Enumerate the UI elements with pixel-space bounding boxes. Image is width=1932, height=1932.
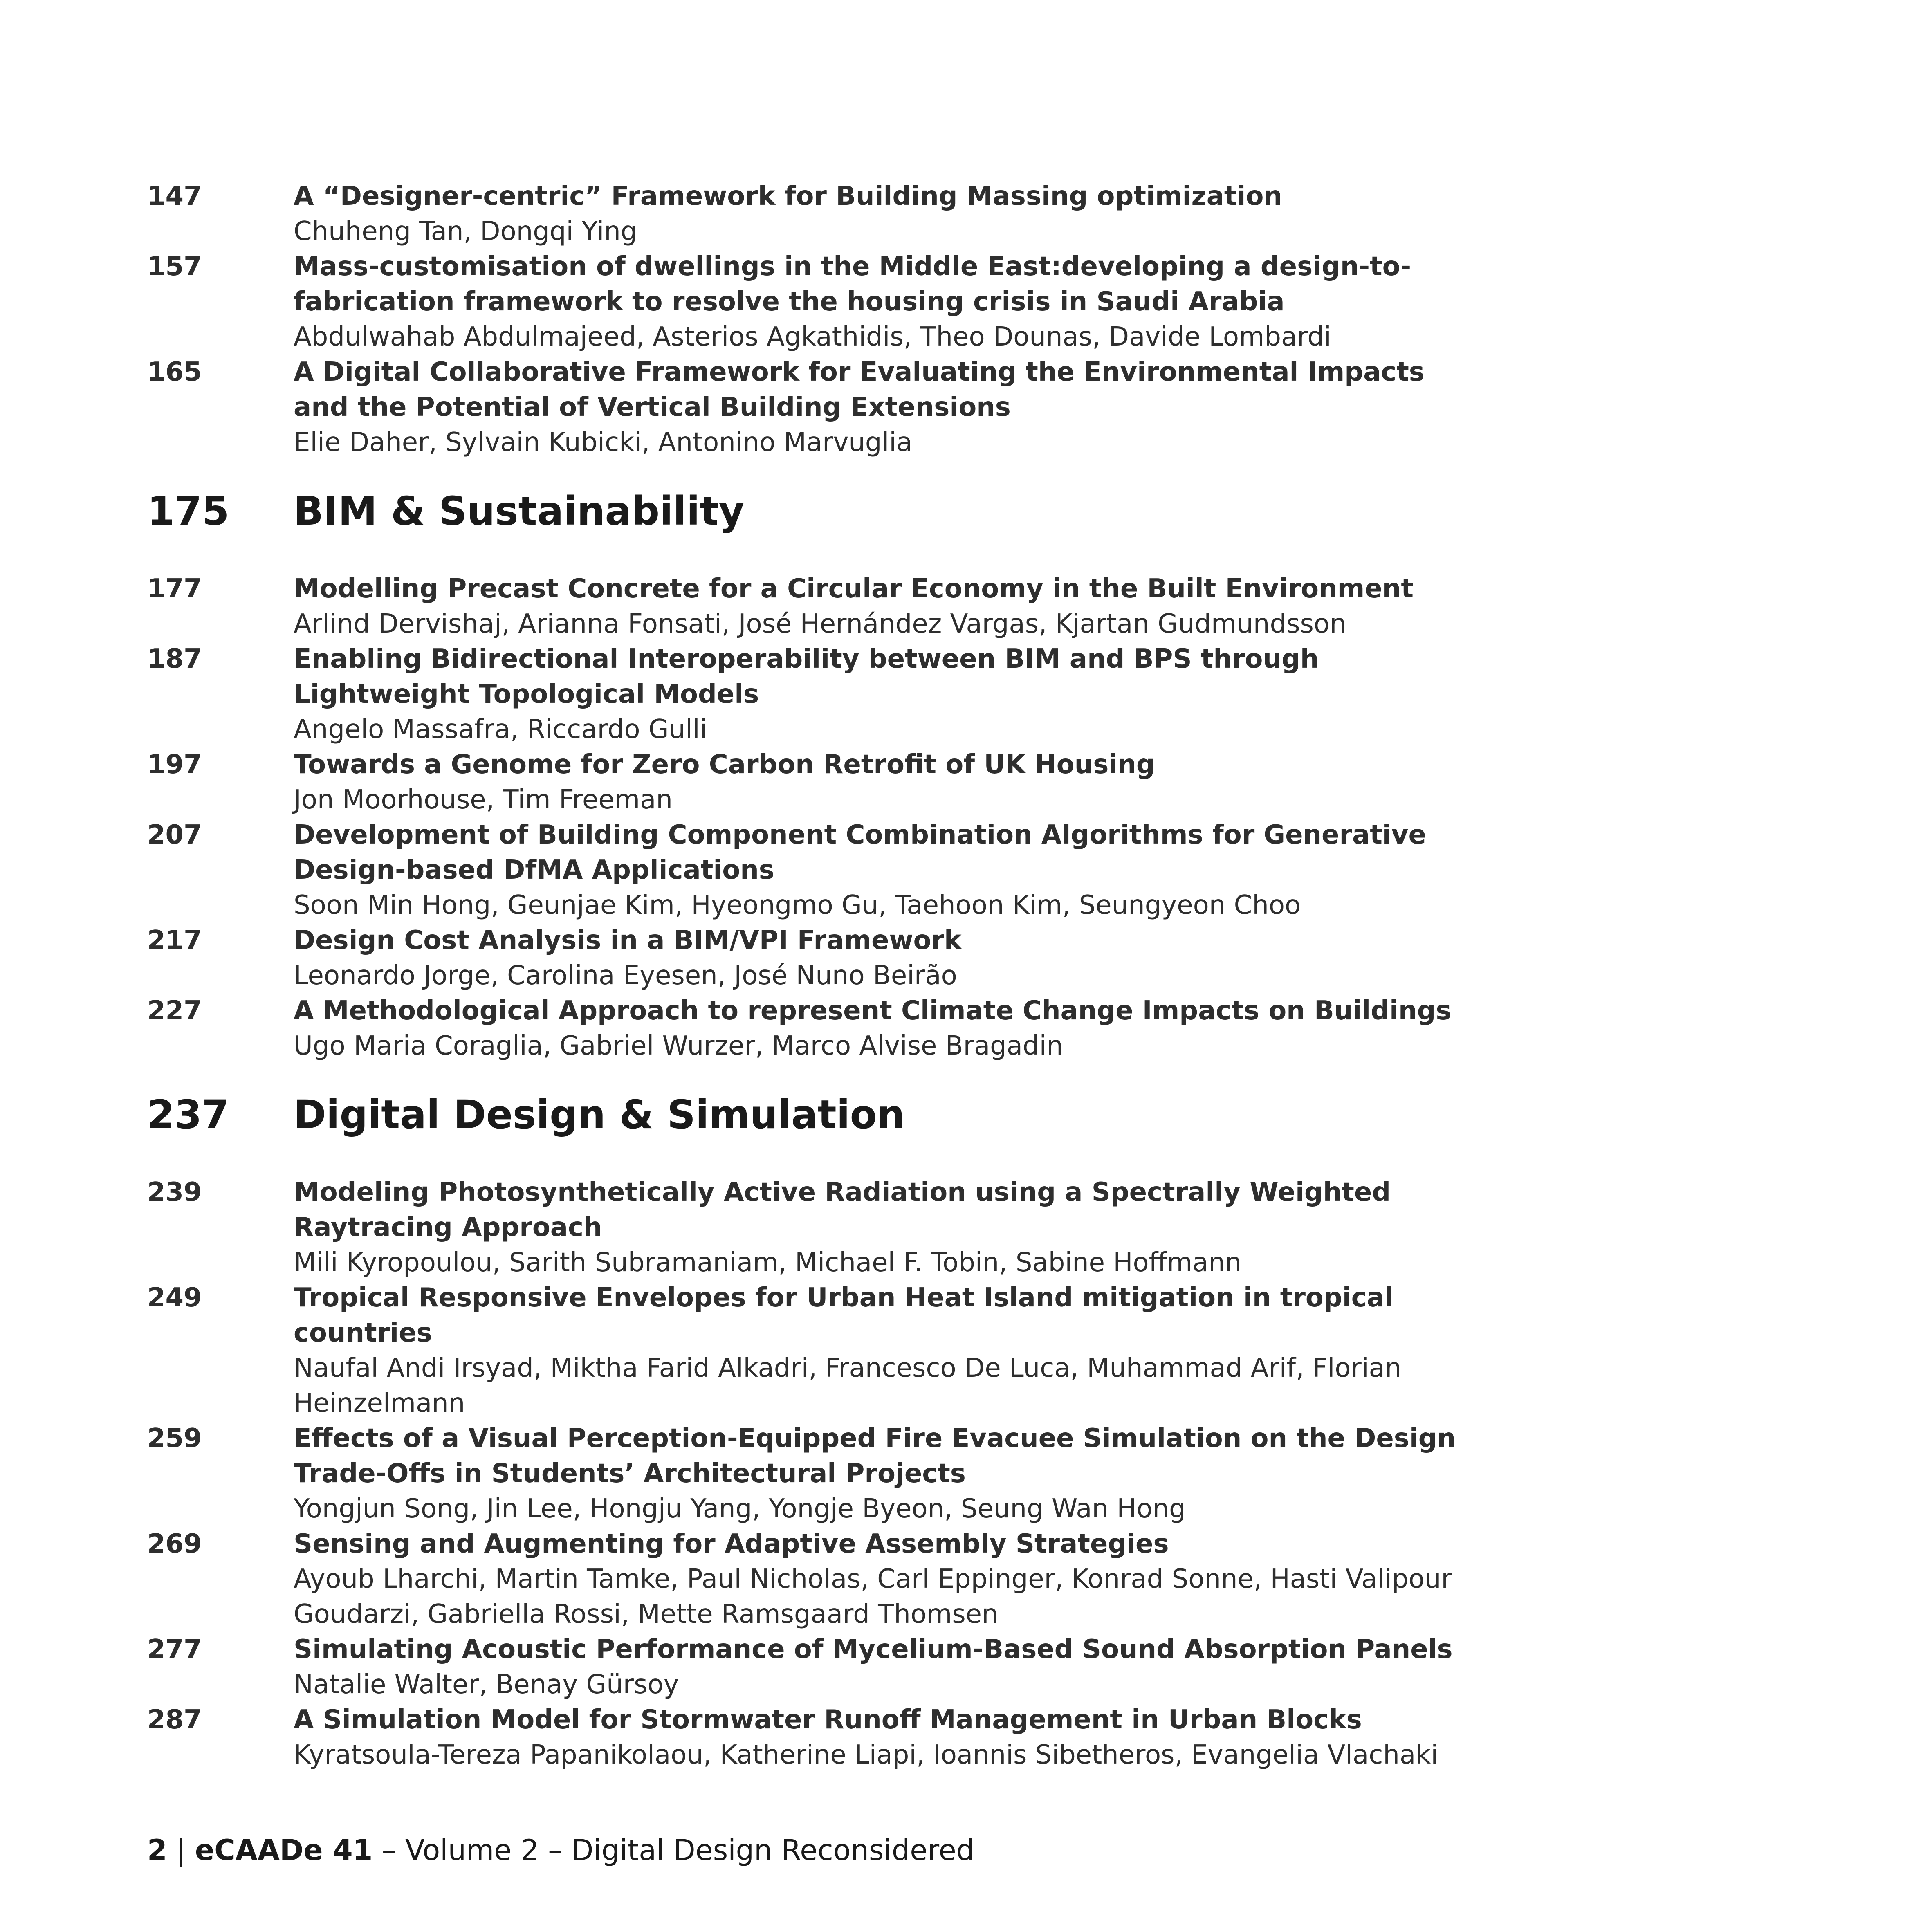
entry-title: Towards a Genome for Zero Carbon Retrofit of UK Housing: [294, 749, 1155, 780]
entry-authors: Chuheng Tan, Dongqi Ying: [294, 216, 637, 247]
toc-entry[interactable]: [147, 1175, 1480, 1280]
entry-authors: Kyratsoula-Tereza Papanikolaou, Katherine Liapi, Ioannis Sibetheros, Evangelia Vlachaki: [294, 1740, 1438, 1770]
entry-body: [294, 817, 1480, 923]
entry-title: Development of Building Component Combination Algorithms for Generative Design-based DfMA Applications: [294, 820, 1426, 885]
entry-authors: Angelo Massafra, Riccardo Gulli: [294, 714, 707, 745]
toc-entry[interactable]: [147, 1702, 1480, 1773]
entry-page-number: 277: [147, 1634, 202, 1665]
entry-title: Mass-customisation of dwellings in the Middle East:developing a design-to-fabrication framework to resolve the housing crisis in Saudi Arabia: [294, 251, 1411, 317]
entry-body: [294, 1280, 1480, 1421]
entry-page-number: 207: [147, 820, 202, 850]
section-heading: [147, 489, 1480, 534]
entry-page-number: 217: [147, 925, 202, 956]
entry-authors: Natalie Walter, Benay Gürsoy: [294, 1669, 679, 1700]
page-footer: [147, 1833, 974, 1868]
toc-entry[interactable]: [147, 355, 1480, 460]
entry-title: Effects of a Visual Perception-Equipped Fire Evacuee Simulation on the Design Trade-Offs in Students’ Architectural Projects: [294, 1423, 1456, 1489]
footer-separator: |: [167, 1833, 195, 1867]
toc-entry[interactable]: [147, 1421, 1480, 1526]
entry-page-number: 177: [147, 574, 202, 604]
entry-page-number: 227: [147, 996, 202, 1026]
entry-title: Design Cost Analysis in a BIM/VPI Framework: [294, 925, 962, 956]
footer-page-number: 2: [147, 1833, 167, 1867]
toc-entry[interactable]: [147, 571, 1480, 642]
entry-authors: Arlind Dervishaj, Arianna Fonsati, José Hernández Vargas, Kjartan Gudmundsson: [294, 609, 1346, 639]
entry-authors: Mili Kyropoulou, Sarith Subramaniam, Michael F. Tobin, Sabine Hoffmann: [294, 1248, 1242, 1278]
entry-body: [294, 249, 1480, 355]
toc-entry[interactable]: [147, 923, 1480, 993]
entry-title: A Methodological Approach to represent Climate Change Impacts on Buildings: [294, 996, 1452, 1026]
entry-page-number: 259: [147, 1423, 202, 1454]
footer-conference: eCAADe 41: [195, 1833, 373, 1867]
entry-body: [294, 923, 1480, 993]
entry-body: [294, 642, 1480, 747]
section-page-number: 237: [147, 1092, 229, 1138]
toc-entry[interactable]: [147, 747, 1480, 817]
toc-entry[interactable]: [147, 993, 1480, 1064]
entry-body: [294, 571, 1480, 642]
entry-authors: Naufal Andi Irsyad, Miktha Farid Alkadri, Francesco De Luca, Muhammad Arif, Florian Heinzelmann: [294, 1353, 1402, 1418]
entry-page-number: 147: [147, 181, 202, 211]
entry-body: [294, 747, 1480, 817]
section-page-number: 175: [147, 488, 229, 534]
toc-entry[interactable]: [147, 817, 1480, 923]
table-of-contents: [147, 179, 1480, 1773]
entry-body: [294, 1632, 1480, 1702]
entry-title: Modelling Precast Concrete for a Circular Economy in the Built Environment: [294, 574, 1414, 604]
toc-entry[interactable]: [147, 1632, 1480, 1702]
toc-entry[interactable]: [147, 179, 1480, 249]
section-heading: [147, 1092, 1480, 1137]
entry-page-number: 249: [147, 1283, 202, 1313]
entry-page-number: 157: [147, 251, 202, 282]
footer-volume-title: – Volume 2 – Digital Design Reconsidered: [372, 1833, 975, 1867]
entry-authors: Ugo Maria Coraglia, Gabriel Wurzer, Marco Alvise Bragadin: [294, 1031, 1063, 1061]
entry-authors: Abdulwahab Abdulmajeed, Asterios Agkathidis, Theo Dounas, Davide Lombardi: [294, 322, 1331, 352]
entry-title: Modeling Photosynthetically Active Radiation using a Spectrally Weighted Raytracing Approach: [294, 1177, 1391, 1243]
entry-page-number: 269: [147, 1529, 202, 1559]
entry-title: Tropical Responsive Envelopes for Urban Heat Island mitigation in tropical countries: [294, 1283, 1393, 1348]
entry-body: [294, 179, 1480, 249]
entry-title: A “Designer-centric” Framework for Building Massing optimization: [294, 181, 1282, 211]
entry-body: [294, 993, 1480, 1064]
entry-authors: Leonardo Jorge, Carolina Eyesen, José Nuno Beirão: [294, 960, 957, 991]
toc-entry[interactable]: [147, 1526, 1480, 1632]
entry-authors: Elie Daher, Sylvain Kubicki, Antonino Marvuglia: [294, 427, 913, 458]
entry-title: Simulating Acoustic Performance of Mycelium-Based Sound Absorption Panels: [294, 1634, 1453, 1665]
entry-page-number: 287: [147, 1705, 202, 1735]
entry-title: A Simulation Model for Stormwater Runoff Management in Urban Blocks: [294, 1705, 1362, 1735]
entry-authors: Ayoub Lharchi, Martin Tamke, Paul Nicholas, Carl Eppinger, Konrad Sonne, Hasti Valipour Goudarzi, Gabriella Rossi, Mette Ramsgaard Thomsen: [294, 1564, 1452, 1629]
entry-authors: Soon Min Hong, Geunjae Kim, Hyeongmo Gu, Taehoon Kim, Seungyeon Choo: [294, 890, 1301, 920]
entry-title: A Digital Collaborative Framework for Evaluating the Environmental Impacts and the Potential of Vertical Building Extensions: [294, 357, 1425, 422]
entry-title: Sensing and Augmenting for Adaptive Assembly Strategies: [294, 1529, 1169, 1559]
entry-body: [294, 1526, 1480, 1632]
toc-entry[interactable]: [147, 249, 1480, 355]
section-title: Digital Design & Simulation: [294, 1092, 905, 1138]
toc-entry[interactable]: [147, 1280, 1480, 1421]
entry-title: Enabling Bidirectional Interoperability between BIM and BPS through Lightweight Topological Models: [294, 644, 1319, 709]
entry-page-number: 239: [147, 1177, 202, 1207]
entry-body: [294, 1702, 1480, 1773]
section-title: BIM & Sustainability: [294, 488, 745, 534]
entry-page-number: 197: [147, 749, 202, 780]
entry-body: [294, 355, 1480, 460]
entry-body: [294, 1421, 1480, 1526]
entry-page-number: 187: [147, 644, 202, 674]
entry-page-number: 165: [147, 357, 202, 387]
entry-body: [294, 1175, 1480, 1280]
entry-authors: Yongjun Song, Jin Lee, Hongju Yang, Yongje Byeon, Seung Wan Hong: [294, 1494, 1186, 1524]
toc-entry[interactable]: [147, 642, 1480, 747]
entry-authors: Jon Moorhouse, Tim Freeman: [294, 785, 673, 815]
